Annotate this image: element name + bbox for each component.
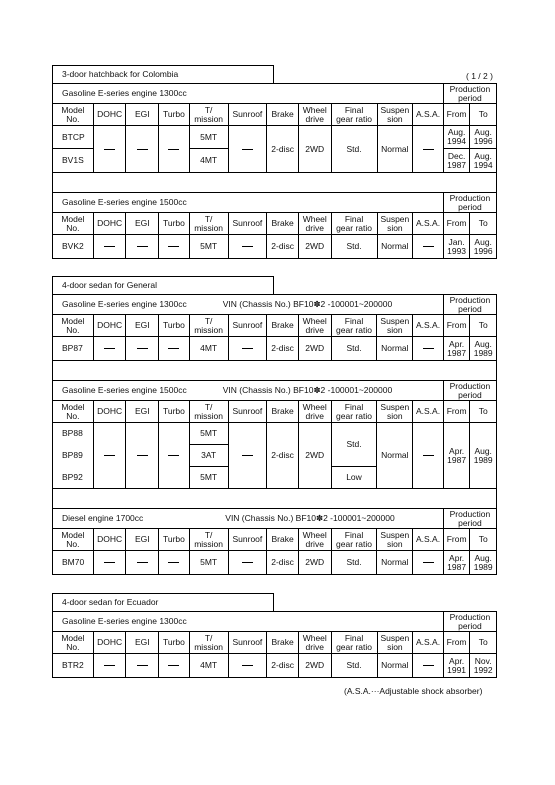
dash (104, 455, 115, 456)
vin-range: VIN (Chassis No.) BF10✽2 -100001~200000 (225, 513, 395, 523)
spec-table-colombia (52, 83, 497, 259)
production-period-header: Production period (443, 509, 496, 529)
dash (242, 149, 253, 150)
production-period-header: Production period (443, 193, 496, 213)
dash (104, 562, 115, 563)
engine-heading: Gasoline E-series engine 1300cc (53, 84, 444, 104)
dash (423, 455, 434, 456)
table-row: BTCP 5MT 2-disc 2WD Std. Normal Aug. 1994 Aug. 1996 (53, 126, 497, 149)
dash (104, 246, 115, 247)
production-period-header: Production period (443, 295, 496, 315)
table-row: BVK2 5MT 2-disc 2WD Std. Normal Jan. 1993 Aug. 1996 (53, 235, 497, 259)
dash (242, 246, 253, 247)
dash (242, 455, 253, 456)
dash (423, 665, 434, 666)
column-header-row: Model No. DOHC EGI Turbo T/ mission Sunroof Brake Wheel drive Final gear ratio Suspen sion A.S.A. From To (53, 529, 497, 551)
dash (137, 149, 148, 150)
engine-heading: Gasoline E-series engine 1500cc VIN (Chassis No.) BF10✽2 -100001~200000 (53, 381, 444, 401)
table-row: BV1S 4MT Dec. 1987 Aug. 1994 (53, 149, 497, 173)
dash (137, 348, 148, 349)
production-period-header: Production period (443, 612, 496, 632)
dash (104, 149, 115, 150)
dash (168, 348, 179, 349)
vin-range: VIN (Chassis No.) BF10✽2 -100001~200000 (222, 299, 393, 309)
engine-heading: Gasoline E-series engine 1300cc (53, 612, 444, 632)
page-number: ( 1 / 2 ) (466, 71, 493, 81)
section-title-general: 4-door sedan for General (52, 276, 274, 294)
dash (423, 348, 434, 349)
dash (137, 246, 148, 247)
dash (137, 562, 148, 563)
section-title-ecuador: 4-door sedan for Ecuador (52, 593, 274, 611)
column-header-row: Model No. DOHC EGI Turbo T/ mission Sunroof Brake Wheel drive Final gear ratio Suspen sion A.S.A. From To (53, 632, 497, 654)
dash (168, 455, 179, 456)
dash (104, 348, 115, 349)
engine-heading: Diesel engine 1700cc VIN (Chassis No.) BF10✽2 -100001~200000 (53, 509, 444, 529)
dash (168, 665, 179, 666)
spec-table-general (52, 294, 497, 575)
dash (423, 246, 434, 247)
column-header-row: Model No. DOHC EGI Turbo T/ mission Sunroof Brake Wheel drive Final gear ratio Suspen sion A.S.A. From To (53, 213, 497, 235)
dash (423, 562, 434, 563)
dash (137, 665, 148, 666)
table-row: BM70 5MT 2-disc 2WD Std. Normal Apr. 1987 Aug. 1989 (53, 551, 497, 575)
spec-table-ecuador (52, 611, 497, 678)
dash (104, 665, 115, 666)
column-header-row: Model No. DOHC EGI Turbo T/ mission Sunroof Brake Wheel drive Final gear ratio Suspen sion A.S.A. From To (53, 401, 497, 423)
dash (168, 562, 179, 563)
dash (137, 455, 148, 456)
table-row: BP89 3AT (53, 445, 497, 467)
table-row: BP92 5MT Low (53, 467, 497, 489)
column-header-row: Model No. DOHC EGI Turbo T/ mission Sunroof Brake Wheel drive Final gear ratio Suspen sion A.S.A. From To (53, 104, 497, 126)
table-row: BP87 4MT 2-disc 2WD Std. Normal Apr. 1987 Aug. 1989 (53, 337, 497, 361)
production-period-header: Production period (443, 381, 496, 401)
dash (242, 665, 253, 666)
dash (242, 348, 253, 349)
dash (423, 149, 434, 150)
production-period-header: Production period (443, 84, 496, 104)
table-row: BP88 5MT 2-disc 2WD Std. Normal Apr. 1987 Aug. 1989 (53, 423, 497, 445)
section-title-colombia: 3-door hatchback for Colombia (52, 65, 274, 83)
engine-heading: Gasoline E-series engine 1500cc (53, 193, 444, 213)
dash (242, 562, 253, 563)
engine-heading: Gasoline E-series engine 1300cc VIN (Chassis No.) BF10✽2 -100001~200000 (53, 295, 444, 315)
column-header-row: Model No. DOHC EGI Turbo T/ mission Sunroof Brake Wheel drive Final gear ratio Suspen sion A.S.A. From To (53, 315, 497, 337)
footnote: (A.S.A.···Adjustable shock absorber) (344, 686, 483, 696)
table-row: BTR2 4MT 2-disc 2WD Std. Normal Apr. 1991 Nov. 1992 (53, 654, 497, 678)
dash (168, 246, 179, 247)
dash (168, 149, 179, 150)
vin-range: VIN (Chassis No.) BF10✽2 -100001~200000 (222, 385, 393, 395)
